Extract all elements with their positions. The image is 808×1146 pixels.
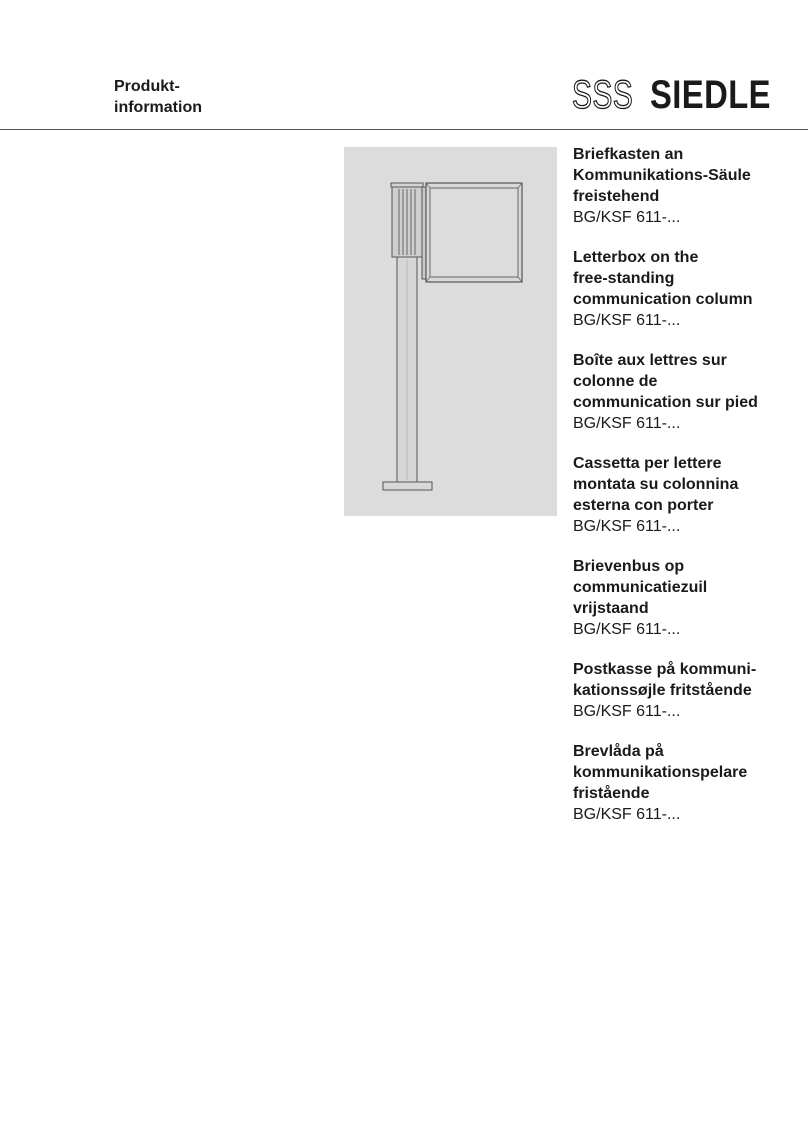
- model-number: BG/KSF 611-...: [573, 518, 681, 535]
- model-number: BG/KSF 611-...: [573, 312, 681, 329]
- product-illustration: [344, 147, 557, 516]
- header-divider: [0, 129, 808, 130]
- product-title-line: esterna con porter: [573, 497, 714, 514]
- product-title-entry: [573, 350, 803, 434]
- product-title-line: Postkasse på kommuni-: [573, 661, 757, 678]
- product-title-line: Cassetta per lettere: [573, 455, 722, 472]
- siedle-logo: [572, 70, 797, 120]
- product-title-entry: [573, 453, 803, 537]
- document-type-label: [114, 76, 202, 118]
- product-title-line: Boîte aux lettres sur: [573, 352, 727, 369]
- product-title-entry: [573, 247, 803, 331]
- product-titles: [573, 144, 803, 844]
- product-title-entry: [573, 144, 803, 228]
- product-title-line: Briefkasten an: [573, 146, 684, 163]
- product-title-line: fristående: [573, 785, 650, 802]
- product-title-entry: [573, 741, 803, 825]
- product-title-line: communication column: [573, 291, 753, 308]
- product-title-line: Kommunikations-Säule: [573, 167, 751, 184]
- letterbox-column-drawing: [344, 147, 557, 516]
- product-title-line: Brievenbus op: [573, 558, 685, 575]
- logo-name: SIEDLE: [650, 73, 771, 117]
- product-title-line: vrijstaand: [573, 600, 649, 617]
- logo-prefix: SSS: [572, 73, 634, 117]
- model-number: BG/KSF 611-...: [573, 209, 681, 226]
- product-title-line: communicatiezuil: [573, 579, 708, 596]
- model-number: BG/KSF 611-...: [573, 621, 681, 638]
- product-title-entry: [573, 659, 803, 722]
- product-title-entry: [573, 556, 803, 640]
- product-title-line: montata su colonnina: [573, 476, 739, 493]
- product-title-line: freistehend: [573, 188, 660, 205]
- product-title-line: Brevlåda på: [573, 743, 664, 760]
- model-number: BG/KSF 611-...: [573, 703, 681, 720]
- product-title-line: kationssøjle fritstående: [573, 682, 752, 699]
- document-type-line-1: Produkt-: [114, 78, 180, 95]
- product-title-line: free-standing: [573, 270, 675, 287]
- product-title-line: Letterbox on the: [573, 249, 699, 266]
- model-number: BG/KSF 611-...: [573, 806, 681, 823]
- product-title-line: kommunikationspelare: [573, 764, 748, 781]
- model-number: BG/KSF 611-...: [573, 415, 681, 432]
- product-title-line: colonne de: [573, 373, 658, 390]
- document-type-line-2: information: [114, 99, 202, 116]
- product-title-line: communication sur pied: [573, 394, 758, 411]
